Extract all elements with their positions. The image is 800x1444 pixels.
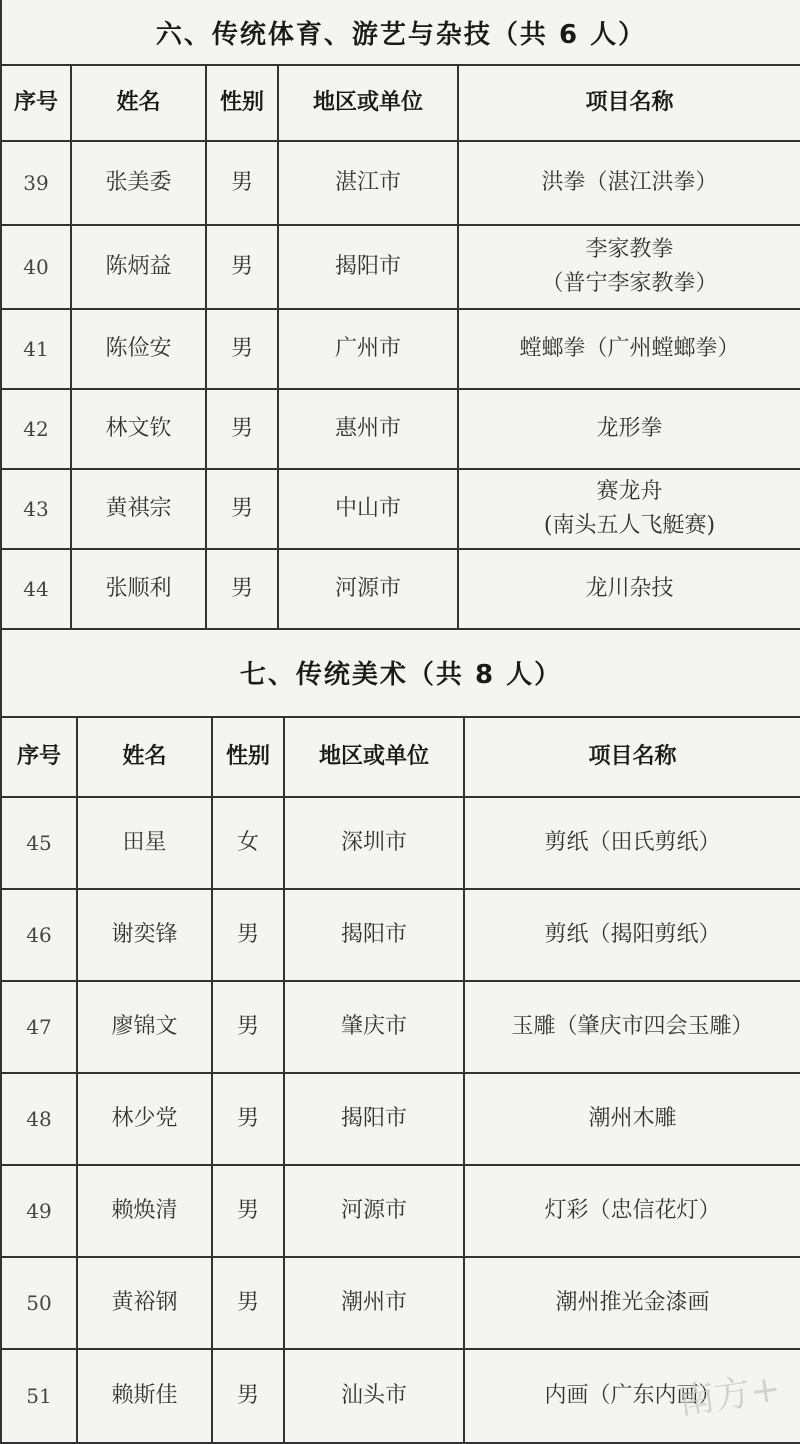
cell-region: 广州市 [278,309,458,389]
section-7-title-text: 七、传统美术（共 8 人） [239,659,563,690]
cell-project: 潮州推光金漆画 [464,1257,800,1349]
table-row [1,981,800,1073]
header-name: 姓名 [77,717,212,797]
section-7-table [0,716,800,1444]
cell-gender: 男 [212,1073,284,1165]
cell-index: 44 [1,549,71,629]
cell-project: 灯彩（忠信花灯） [464,1165,800,1257]
cell-region: 揭阳市 [284,1073,464,1165]
header-project: 项目名称 [464,717,800,797]
cell-project-line1: 李家教拳 [585,237,674,262]
table-row [1,141,800,225]
table-row [1,1073,800,1165]
cell-index: 42 [1,389,71,469]
cell-index: 51 [1,1349,77,1443]
header-region: 地区或单位 [278,65,458,141]
cell-gender: 男 [212,981,284,1073]
cell-project [458,225,800,309]
cell-gender: 男 [212,1165,284,1257]
cell-name: 谢奕锋 [77,889,212,981]
table-row [1,469,800,549]
table-row [1,1165,800,1257]
cell-gender: 男 [212,1349,284,1443]
section-6-title-text: 六、传统体育、游艺与杂技（共 6 人） [155,19,647,50]
section-6-table [0,64,800,630]
cell-name: 张顺利 [71,549,206,629]
cell-project: 内画（广东内画） [464,1349,800,1443]
watermark-logo: 南方+ [675,1368,783,1423]
cell-index: 39 [1,141,71,225]
cell-gender: 男 [206,141,278,225]
cell-gender: 男 [206,309,278,389]
table-header-row [1,65,800,141]
cell-index: 41 [1,309,71,389]
cell-name: 赖焕清 [77,1165,212,1257]
header-name: 姓名 [71,65,206,141]
section-7-title [0,628,800,716]
cell-name: 陈俭安 [71,309,206,389]
cell-gender: 男 [206,469,278,549]
cell-index: 50 [1,1257,77,1349]
cell-project-line2: (南头五人飞艇赛) [543,513,716,538]
header-gender: 性别 [206,65,278,141]
cell-name: 赖斯佳 [77,1349,212,1443]
cell-project: 洪拳（湛江洪拳） [458,141,800,225]
cell-index: 47 [1,981,77,1073]
table-row [1,797,800,889]
cell-project: 剪纸（田氏剪纸） [464,797,800,889]
cell-gender: 女 [212,797,284,889]
cell-project: 剪纸（揭阳剪纸） [464,889,800,981]
table-row [1,1257,800,1349]
cell-gender: 男 [206,225,278,309]
cell-gender: 男 [206,549,278,629]
cell-region: 河源市 [284,1165,464,1257]
cell-region: 汕头市 [284,1349,464,1443]
cell-project: 龙川杂技 [458,549,800,629]
table-row [1,225,800,309]
cell-gender: 男 [212,1257,284,1349]
cell-project-line2: （普宁李家教拳） [541,271,718,296]
cell-project: 龙形拳 [458,389,800,469]
cell-region: 惠州市 [278,389,458,469]
cell-project-line1: 赛龙舟 [596,479,663,504]
header-region: 地区或单位 [284,717,464,797]
header-project: 项目名称 [458,65,800,141]
cell-region: 肇庆市 [284,981,464,1073]
cell-region: 湛江市 [278,141,458,225]
cell-project [458,469,800,549]
cell-region: 深圳市 [284,797,464,889]
cell-name: 黄裕钢 [77,1257,212,1349]
cell-name: 林文钦 [71,389,206,469]
cell-index: 45 [1,797,77,889]
cell-project: 玉雕（肇庆市四会玉雕） [464,981,800,1073]
cell-region: 河源市 [278,549,458,629]
cell-region: 揭阳市 [284,889,464,981]
cell-index: 40 [1,225,71,309]
table-header-row [1,717,800,797]
cell-name: 黄祺宗 [71,469,206,549]
header-index: 序号 [1,717,77,797]
cell-name: 林少党 [77,1073,212,1165]
cell-region: 揭阳市 [278,225,458,309]
cell-region: 中山市 [278,469,458,549]
cell-index: 48 [1,1073,77,1165]
cell-index: 46 [1,889,77,981]
cell-name: 廖锦文 [77,981,212,1073]
cell-name: 张美委 [71,141,206,225]
cell-project: 潮州木雕 [464,1073,800,1165]
cell-name: 陈炳益 [71,225,206,309]
header-gender: 性别 [212,717,284,797]
section-6-title [0,0,800,64]
cell-index: 43 [1,469,71,549]
table-row [1,889,800,981]
cell-region: 潮州市 [284,1257,464,1349]
cell-project: 螳螂拳（广州螳螂拳） [458,309,800,389]
table-row [1,549,800,629]
header-index: 序号 [1,65,71,141]
table-row [1,309,800,389]
cell-gender: 男 [212,889,284,981]
cell-name: 田星 [77,797,212,889]
cell-index: 49 [1,1165,77,1257]
table-row [1,389,800,469]
cell-gender: 男 [206,389,278,469]
